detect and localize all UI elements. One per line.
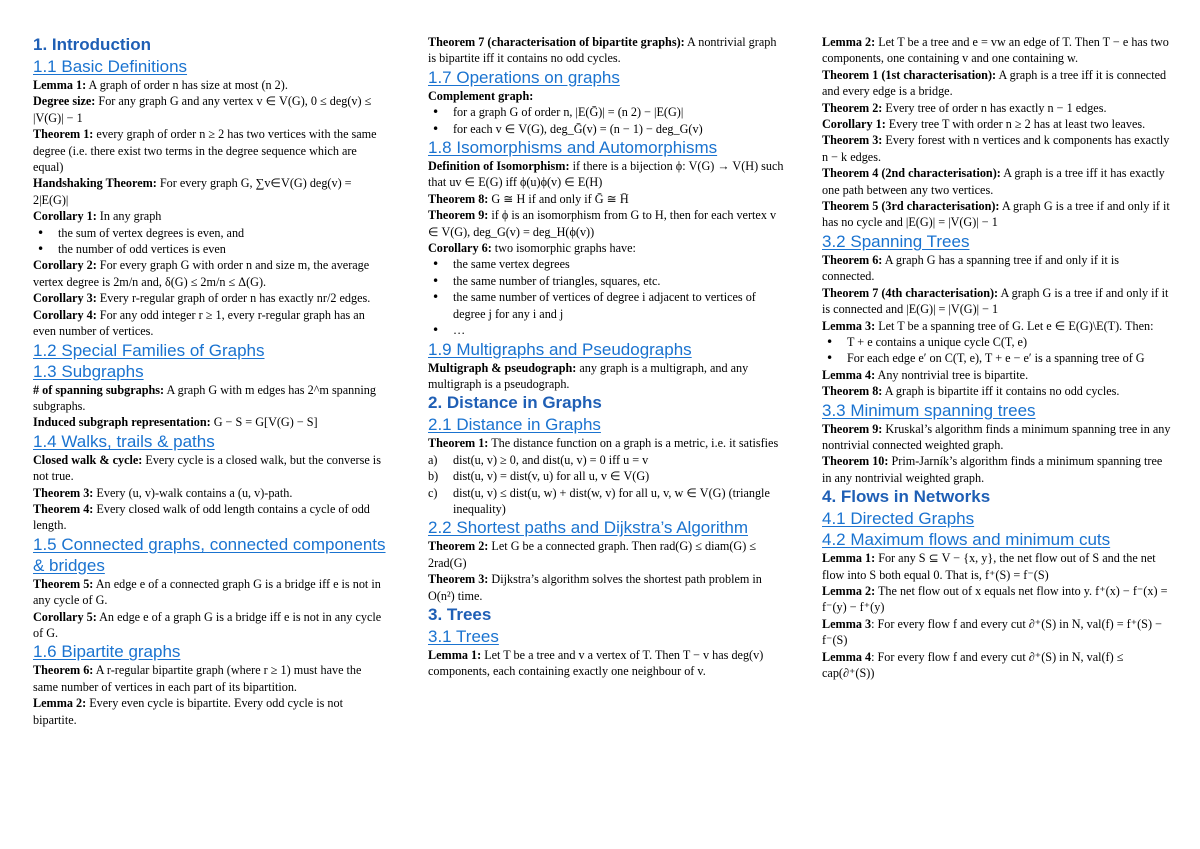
statement-text: Every forest with n vertices and k components has exactly n − k edges. bbox=[822, 133, 1170, 164]
statement-label: Lemma 3: bbox=[822, 318, 876, 333]
statement-lemma-1 bbox=[428, 647, 784, 680]
statement-label: Theorem 8: bbox=[428, 191, 489, 206]
statement-theorem-3 bbox=[428, 571, 784, 604]
statement-text: Every tree T with order n ≥ 2 has at least two leaves. bbox=[885, 117, 1146, 132]
statement-label: Corollary 5: bbox=[33, 609, 97, 624]
subsection-heading-2-2-shortest-paths-and-dijkstra-s-algori: 2.2 Shortest paths and Dijkstra’s Algorithm bbox=[428, 518, 749, 538]
statement-label: Lemma 4 bbox=[822, 649, 872, 664]
list-item: • the same vertex degrees bbox=[428, 256, 784, 272]
statement-lemma-2 bbox=[33, 695, 389, 728]
statement-text: Let T be a tree and e = vw an edge of T. Then T − e has two components, one containing v and one containing w. bbox=[822, 35, 1169, 66]
bullet-list bbox=[428, 256, 784, 338]
statement-label: Theorem 9: bbox=[428, 208, 489, 223]
statement-label: Theorem 3: bbox=[428, 572, 489, 587]
statement-text: Any nontrivial tree is bipartite. bbox=[875, 367, 1029, 382]
subsection-heading-2-1-distance-in-graphs: 2.1 Distance in Graphs bbox=[428, 415, 601, 435]
statement-label: Theorem 7 (4th characterisation): bbox=[822, 285, 999, 300]
subsection-heading-1-3-subgraphs: 1.3 Subgraphs bbox=[33, 361, 144, 381]
statement-text: Every (u, v)-walk contains a (u, v)-path. bbox=[93, 485, 293, 500]
list-item-text: dist(u, v) = dist(v, u) for all u, v ∈ V(G) bbox=[453, 469, 650, 484]
subsection-heading-1-4-walks-trails-paths: 1.4 Walks, trails & paths bbox=[33, 431, 215, 451]
statement-label: Lemma 4: bbox=[822, 367, 876, 382]
statement-text: every graph of order n ≥ 2 has two vertices with the same degree (i.e. there exist two terms in the degree sequence which are equal) bbox=[33, 127, 377, 175]
statement-text: Every tree of order n has exactly n − 1 edges. bbox=[882, 100, 1107, 115]
statement-theorem-8 bbox=[822, 383, 1172, 399]
statement-label: Theorem 4 (2nd characterisation): bbox=[822, 166, 1001, 181]
statement-text: Every even cycle is bipartite. Every odd cycle is not bipartite. bbox=[33, 696, 344, 727]
column-2 bbox=[428, 34, 784, 680]
statement-theorem-9 bbox=[822, 421, 1172, 454]
statement-lemma-1 bbox=[822, 550, 1172, 583]
statement-text: A nontrivial graph is bipartite iff it contains no odd cycles. bbox=[428, 35, 777, 66]
statement-text: A graph is a tree iff it is connected and every edge is a bridge. bbox=[822, 67, 1167, 99]
statement-theorem-9 bbox=[428, 207, 784, 240]
statement-text: Let T be a spanning tree of G. Let e ∈ E(G)\E(T). Then: bbox=[875, 318, 1154, 333]
statement-text: A graph is bipartite iff it contains no odd cycles. bbox=[882, 384, 1120, 399]
statement-label: Corollary 1: bbox=[33, 209, 97, 224]
subsection-heading-1-5-connected-graphs-connected-component: 1.5 Connected graphs, connected components & bridges bbox=[33, 534, 386, 575]
statement-text: A graph of order n has size at most (n 2). bbox=[86, 78, 288, 92]
list-item: • For each edge e′ on C(T, e), T + e − e′ is a spanning tree of G bbox=[822, 350, 1172, 366]
statement-label: Induced subgraph representation: bbox=[33, 415, 211, 430]
subsection-heading-3-2-spanning-trees: 3.2 Spanning Trees bbox=[822, 231, 970, 251]
statement-label: Definition of Isomorphism: bbox=[428, 159, 570, 174]
list-item: • the number of odd vertices is even bbox=[33, 241, 389, 257]
statement-text: An edge e of a connected graph G is a bridge iff e is not in any cycle of G. bbox=[33, 576, 381, 608]
statement-theorem-7-4th-characterisation bbox=[822, 285, 1172, 318]
statement-label: Degree size: bbox=[33, 94, 96, 109]
statement-text: G ≅ H if and only if Ḡ ≅ H̄ bbox=[488, 191, 629, 206]
statement-theorem-10 bbox=[822, 453, 1172, 486]
statement-label: Corollary 6: bbox=[428, 241, 492, 256]
column-3 bbox=[822, 34, 1172, 681]
statement-text: Kruskal’s algorithm finds a minimum spanning tree in any nontrivial connected weighted graph. bbox=[822, 421, 1171, 452]
statement-text: Every r-regular graph of order n has exactly nr/2 edges. bbox=[96, 291, 371, 306]
statement-text: An edge e of a graph G is a bridge iff e is not in any cycle of G. bbox=[33, 609, 382, 640]
statement-label: Theorem 1 (1st characterisation): bbox=[822, 67, 997, 82]
statement-label: Theorem 1: bbox=[428, 436, 489, 451]
statement-of-spanning-subgraphs bbox=[33, 382, 389, 415]
statement-text: Let T be a tree and v a vertex of T. Then T − v has deg(v) components, each containing exactly one neighbour of v. bbox=[428, 647, 764, 679]
section-heading-1-introduction: 1. Introduction bbox=[33, 35, 152, 54]
statement-label: Theorem 1: bbox=[33, 127, 94, 142]
column-1 bbox=[33, 34, 389, 728]
statement-label: Lemma 1: bbox=[33, 78, 87, 92]
list-item bbox=[428, 468, 784, 484]
statement-degree-size bbox=[33, 93, 389, 126]
list-item-text: dist(u, v) ≥ 0, and dist(u, v) = 0 iff u = v bbox=[453, 452, 649, 467]
statement-label: Theorem 2: bbox=[822, 100, 883, 115]
subsection-heading-1-2-special-families-of-graphs: 1.2 Special Families of Graphs bbox=[33, 340, 265, 360]
statement-label: Closed walk & cycle: bbox=[33, 452, 143, 467]
statement-corollary-1 bbox=[33, 208, 389, 224]
statement-theorem-2 bbox=[822, 100, 1172, 116]
statement-label: Complement graph: bbox=[428, 88, 534, 103]
statement-theorem-5 bbox=[33, 576, 389, 609]
statement-text: The net flow out of x equals net flow into y. f⁺(x) − f⁻(x) = f⁻(y) − f⁺(y) bbox=[822, 583, 1168, 615]
statement-text: Dijkstra’s algorithm solves the shortest path problem in O(n²) time. bbox=[428, 572, 762, 603]
statement-corollary-3 bbox=[33, 290, 389, 306]
statement-label: Theorem 6: bbox=[822, 252, 883, 267]
statement-theorem-5-3rd-characterisation bbox=[822, 198, 1172, 231]
statement-label: Lemma 3 bbox=[822, 616, 872, 631]
statement-text: For any graph G and any vertex v ∈ V(G), 0 ≤ deg(v) ≤ |V(G)| − 1 bbox=[33, 94, 372, 125]
statement-text: The distance function on a graph is a metric, i.e. it satisfies bbox=[488, 436, 779, 451]
statement-theorem-1 bbox=[33, 126, 389, 175]
statement-multigraph-pseudograph bbox=[428, 360, 784, 393]
statement-text: For any S ⊆ V − {x, y}, the net flow out of S and the net flow into S both equal 0. That is, f⁺(S) = f⁻(S) bbox=[822, 551, 1156, 582]
list-item: • for a graph G of order n, |E(Ḡ)| = (n 2) − |E(G)| bbox=[428, 104, 784, 120]
section-heading-3-trees: 3. Trees bbox=[428, 604, 492, 624]
statement-text: A graph G has a spanning tree if and only if it is connected. bbox=[822, 252, 1119, 284]
statement-theorem-2 bbox=[428, 538, 784, 571]
list-marker: b) bbox=[428, 469, 439, 484]
statement-lemma-3 bbox=[822, 616, 1172, 649]
statement-label: Theorem 6: bbox=[33, 663, 94, 678]
list-item: • the sum of vertex degrees is even, and bbox=[33, 225, 389, 241]
statement-text: A graph G is a tree if and only if it has no cycle and |E(G)| = |V(G)| − 1 bbox=[822, 199, 1170, 230]
statement-theorem-4-2nd-characterisation bbox=[822, 165, 1172, 198]
statement-text: A graph G is a tree if and only if it is connected and |E(G)| = |V(G)| − 1 bbox=[822, 285, 1169, 317]
statement-label: Corollary 4: bbox=[33, 307, 97, 322]
list-item: • the same number of vertices of degree i adjacent to vertices of degree j for any i and j bbox=[428, 289, 784, 322]
list-item-text: dist(u, v) ≤ dist(u, w) + dist(w, v) for all u, v, w ∈ V(G) (triangle inequality) bbox=[453, 485, 770, 516]
statement-text: A graph G with m edges has 2^m spanning subgraphs. bbox=[33, 382, 376, 413]
statement-lemma-3 bbox=[822, 318, 1172, 334]
statement-text: two isomorphic graphs have: bbox=[491, 241, 636, 256]
statement-lemma-4 bbox=[822, 649, 1172, 682]
subsection-heading-4-1-directed-graphs: 4.1 Directed Graphs bbox=[822, 509, 975, 529]
statement-label: Lemma 1: bbox=[822, 551, 876, 566]
statement-label: Theorem 9: bbox=[822, 421, 883, 436]
statement-lemma-1 bbox=[33, 77, 389, 93]
statement-label: Multigraph & pseudograph: bbox=[428, 360, 577, 375]
statement-text: Every cycle is a closed walk, but the converse is not true. bbox=[33, 452, 381, 484]
subsection-heading-1-8-isomorphisms-and-automorphisms: 1.8 Isomorphisms and Automorphisms bbox=[428, 138, 718, 158]
statement-text: Every closed walk of odd length contains a cycle of odd length. bbox=[33, 501, 370, 533]
statement-label: Theorem 5 (3rd characterisation): bbox=[822, 199, 1000, 214]
lettered-list bbox=[428, 452, 784, 518]
statement-theorem-3 bbox=[33, 485, 389, 501]
statement-label: Theorem 3: bbox=[822, 133, 883, 148]
statement-label: Lemma 2: bbox=[822, 35, 876, 49]
statement-corollary-6 bbox=[428, 240, 784, 256]
statement-theorem-6 bbox=[822, 252, 1172, 285]
statement-label: Theorem 4: bbox=[33, 501, 94, 516]
subsection-heading-1-6-bipartite-graphs: 1.6 Bipartite graphs bbox=[33, 642, 181, 662]
statement-label: Theorem 10: bbox=[822, 454, 889, 469]
statement-label: Lemma 2: bbox=[33, 696, 87, 711]
list-marker: c) bbox=[428, 485, 438, 500]
statement-text: In any graph bbox=[96, 209, 162, 224]
statement-label: Corollary 1: bbox=[822, 117, 886, 132]
statement-text: A r-regular bipartite graph (where r ≥ 1) must have the same number of vertices in each part of its bipartition. bbox=[33, 663, 362, 694]
statement-lemma-4 bbox=[822, 367, 1172, 383]
statement-label: Theorem 3: bbox=[33, 485, 94, 500]
statement-closed-walk-cycle bbox=[33, 452, 389, 485]
statement-theorem-1-1st-characterisation bbox=[822, 67, 1172, 100]
list-item: • T + e contains a unique cycle C(T, e) bbox=[822, 334, 1172, 350]
statement-corollary-5 bbox=[33, 609, 389, 642]
statement-text: if there is a bijection ϕ: V(G) → V(H) such that uv ∈ E(G) iff ϕ(u)ϕ(v) ∈ E(H) bbox=[428, 159, 784, 190]
statement-text: Let G be a connected graph. Then rad(G) ≤ diam(G) ≤ 2rad(G) bbox=[428, 539, 757, 570]
list-item: • the same number of triangles, squares, etc. bbox=[428, 273, 784, 289]
list-item: • for each v ∈ V(G), deg_Ḡ(v) = (n − 1) − deg_G(v) bbox=[428, 121, 784, 137]
bullet-list bbox=[428, 104, 784, 137]
statement-text: A graph is a tree iff it has exactly one path between any two vertices. bbox=[822, 166, 1165, 197]
statement-text: Prim-Jarník’s algorithm finds a minimum spanning tree in any nontrivial weighted graph. bbox=[822, 454, 1163, 485]
statement-text: For any odd integer r ≥ 1, every r-regular graph has an even number of vertices. bbox=[33, 307, 365, 339]
statement-text: For every graph G, ∑v∈V(G) deg(v) = 2|E(G)| bbox=[33, 176, 352, 207]
statement-lemma-2 bbox=[822, 583, 1172, 616]
statement-theorem-1 bbox=[428, 435, 784, 451]
statement-label: Lemma 1: bbox=[428, 647, 482, 662]
bullet-list bbox=[33, 225, 389, 258]
statement-label: Theorem 2: bbox=[428, 539, 489, 554]
list-item bbox=[428, 485, 784, 518]
statement-label: Theorem 7 (characterisation of bipartite graphs): bbox=[428, 35, 685, 49]
statement-lemma-2 bbox=[822, 34, 1172, 67]
statement-text: For every graph G with order n and size m, the average vertex degree is 2m/n and, δ(G) ≤ 2m/n ≤ Δ(G). bbox=[33, 258, 370, 289]
subsection-heading-1-9-multigraphs-and-pseudographs: 1.9 Multigraphs and Pseudographs bbox=[428, 339, 692, 359]
statement-theorem-8 bbox=[428, 191, 784, 207]
statement-handshaking-theorem bbox=[33, 175, 389, 208]
statement-theorem-7-characterisation-of-bipartite- bbox=[428, 34, 784, 67]
statement-text: if ϕ is an isomorphism from G to H, then for each vertex v ∈ V(G), deg_G(v) = deg_H(ϕ(v)) bbox=[428, 208, 777, 239]
statement-label: Theorem 5: bbox=[33, 576, 94, 591]
list-item: • … bbox=[428, 322, 784, 338]
statement-text: : For every flow f and every cut ∂⁺(S) in N, val(f) ≤ cap(∂⁺(S)) bbox=[822, 649, 1124, 680]
statement-text: any graph is a multigraph, and any multigraph is a pseudograph. bbox=[428, 360, 749, 391]
statement-theorem-4 bbox=[33, 501, 389, 534]
section-heading-4-flows-in-networks: 4. Flows in Networks bbox=[822, 487, 991, 507]
statement-label: Corollary 2: bbox=[33, 258, 97, 273]
statement-label: Handshaking Theorem: bbox=[33, 176, 157, 191]
statement-induced-subgraph-representation bbox=[33, 414, 389, 430]
subsection-heading-3-3-minimum-spanning-trees: 3.3 Minimum spanning trees bbox=[822, 400, 1036, 420]
statement-label: # of spanning subgraphs: bbox=[33, 382, 165, 397]
statement-theorem-6 bbox=[33, 662, 389, 695]
list-item bbox=[428, 452, 784, 468]
statement-theorem-3 bbox=[822, 132, 1172, 165]
statement-corollary-1 bbox=[822, 116, 1172, 132]
statement-corollary-4 bbox=[33, 307, 389, 340]
section-heading-2-distance-in-graphs: 2. Distance in Graphs bbox=[428, 393, 602, 413]
statement-corollary-2 bbox=[33, 257, 389, 290]
statement-label: Lemma 2: bbox=[822, 583, 876, 598]
statement-text: : For every flow f and every cut ∂⁺(S) in N, val(f) = f⁺(S) − f⁻(S) bbox=[822, 616, 1162, 648]
statement-label: Corollary 3: bbox=[33, 291, 97, 306]
statement-text: G − S = G[V(G) − S] bbox=[210, 415, 318, 430]
statement-complement-graph bbox=[428, 88, 784, 104]
bullet-list bbox=[822, 334, 1172, 367]
subsection-heading-1-7-operations-on-graphs: 1.7 Operations on graphs bbox=[428, 67, 620, 87]
subsection-heading-4-2-maximum-flows-and-minimum-cuts: 4.2 Maximum flows and minimum cuts bbox=[822, 530, 1111, 550]
list-marker: a) bbox=[428, 452, 438, 467]
subsection-heading-1-1-basic-definitions: 1.1 Basic Definitions bbox=[33, 57, 188, 76]
statement-label: Theorem 8: bbox=[822, 384, 883, 399]
statement-definition-of-isomorphism bbox=[428, 158, 784, 191]
subsection-heading-3-1-trees: 3.1 Trees bbox=[428, 626, 499, 646]
